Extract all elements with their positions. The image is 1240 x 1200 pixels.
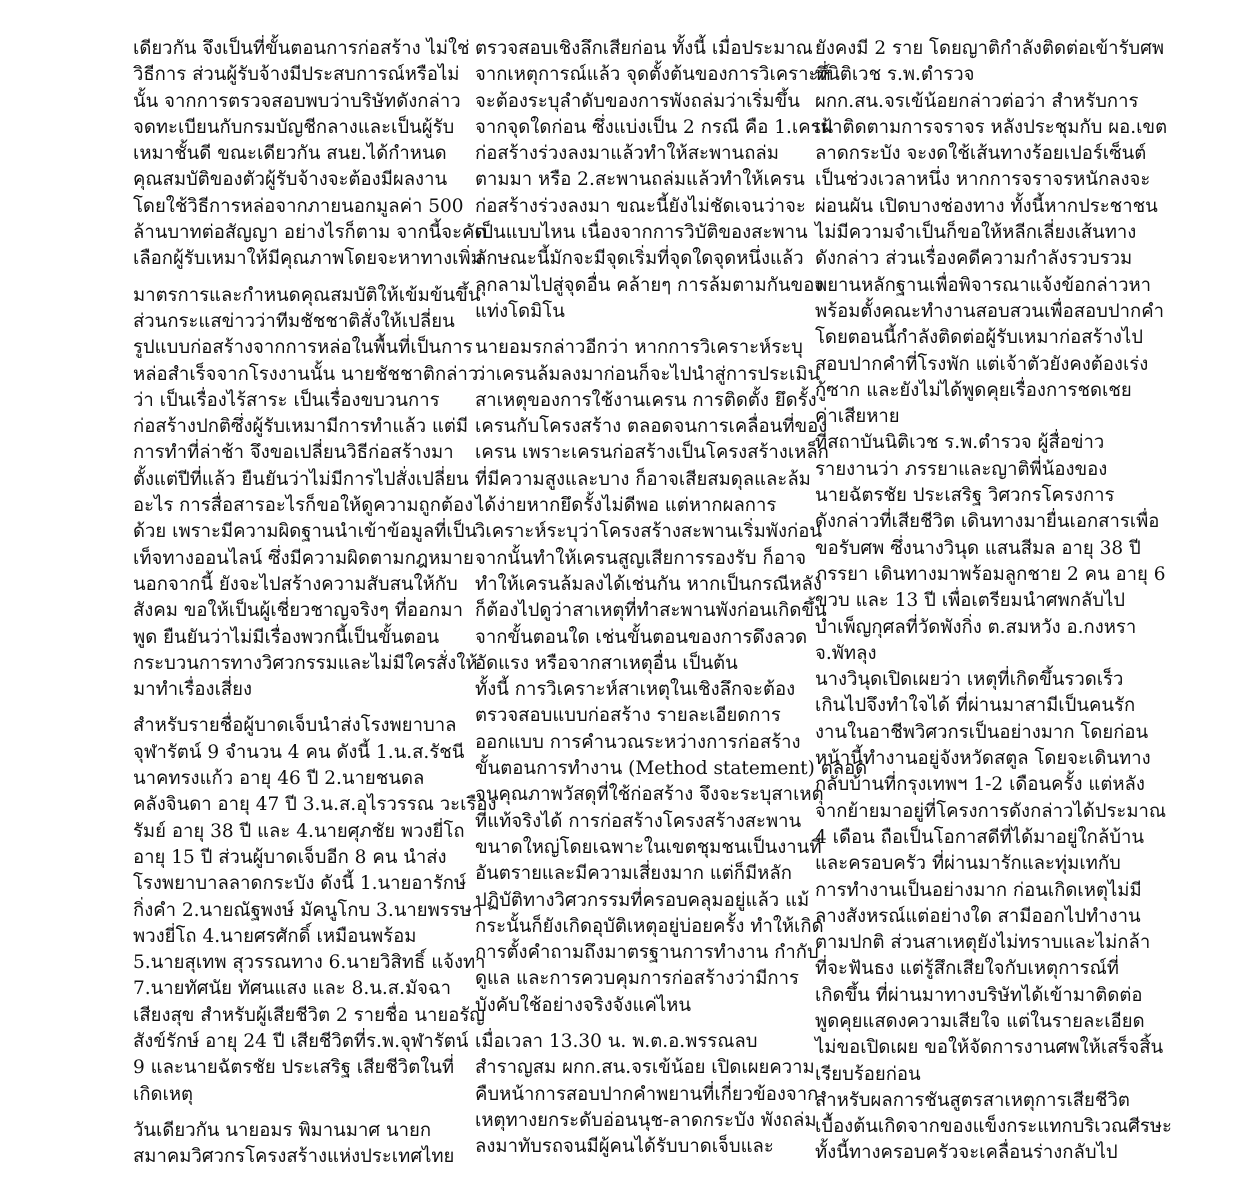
text-line: รายงานว่า ภรรยาและญาติพี่น้องของ bbox=[815, 458, 1108, 480]
text-line: เท็จทางออนไลน์ ซึ่งมีความผิดตามกฎหมาย bbox=[133, 547, 474, 569]
text-line: เหมาชั้นดี ขณะเดียวกัน สนย.ได้กำหนด bbox=[133, 143, 447, 165]
text-line: นาคทรงแก้ว อายุ 46 ปี 2.นายชนดล bbox=[133, 768, 425, 790]
text-line: ล้านบาทต่อสัญญา อย่างไรก็ตาม จากนี้จะคัด bbox=[133, 222, 487, 244]
text-line: จากจุดใดก่อน ซึ่งแบ่งเป็น 2 กรณี คือ 1.เครน bbox=[475, 116, 834, 138]
text-line: นายฉัตรชัย ประเสริฐ วิศวกรโครงการ bbox=[815, 485, 1115, 507]
text-line: ว่าเครนล้มลงมาก่อนก็จะไปนำสู่การประเมิน bbox=[475, 363, 821, 385]
text-line: อันตรายและมีความเสี่ยงมาก แต่ก็มีหลัก bbox=[475, 863, 792, 885]
text-line: สมาคมวิศวกรโครงสร้างแห่งประเทศไทย bbox=[133, 1146, 455, 1168]
text-line: ทั้งนี้ทางครอบครัวจะเคลื่อนร่างกลับไป bbox=[815, 1142, 1118, 1164]
text-line: ลงมาทับรถจนมีผู้คนได้รับบาดเจ็บและ bbox=[475, 1136, 774, 1158]
text-line: ดังกล่าวที่เสียชีวิต เดินทางมายื่นเอกสารเพื่อ bbox=[815, 511, 1160, 533]
text-line: ตั้งแต่ปีที่แล้ว ยืนยันว่าไม่มีการไปสั่งเปลี่ยน bbox=[133, 468, 469, 490]
text-line: ทำให้เครนล้มลงได้เช่นกัน หากเป็นกรณีหลัง bbox=[475, 573, 822, 595]
text-line: ที่สถาบันนิติเวช ร.พ.ตำรวจ ผู้สื่อข่าว bbox=[815, 432, 1105, 454]
text-line: ขั้นตอนการทำงาน (Method statement) ตลอด bbox=[475, 758, 868, 780]
text-line: ลุกลามไปสู่จุดอื่น คล้ายๆ การล้มตามกันของ bbox=[475, 274, 824, 296]
text-line: จ.พัทลุง bbox=[815, 642, 877, 664]
text-line: งานในอาชีพวิศวกรเป็นอย่างมาก โดยก่อน bbox=[815, 721, 1149, 743]
text-line: อะไร การสื่อสารอะไรก็ขอให้ดูความถูกต้อง bbox=[133, 495, 474, 517]
text-line: ก็ต้องไปดูว่าสาเหตุที่ทำสะพานพังก่อนเกิดขึ้น bbox=[475, 600, 827, 622]
text-line: ยังคงมี 2 ราย โดยญาติกำลังติดต่อเข้ารับศพ bbox=[815, 38, 1165, 59]
text-line: ค่าเสียหาย bbox=[815, 406, 900, 428]
text-line: โรงพยาบาลลาดกระบัง ดังนี้ 1.นายอารักษ์ bbox=[133, 873, 467, 895]
text-line: ปฏิบัติทางวิศวกรรมที่ครอบคลุมอยู่แล้ว แม้ bbox=[475, 889, 810, 911]
paragraph-spacer bbox=[475, 325, 793, 335]
text-line: เรียบร้อยก่อน bbox=[815, 1063, 921, 1085]
text-line: แท่งโดมิโน bbox=[475, 300, 565, 322]
text-line: ก่อสร้างปกติซึ่งผู้รับเหมามีการทำแล้ว แต่มี bbox=[133, 416, 469, 438]
text-line: กระบวนการทางวิศวกรรมและไม่มีใครสั่งให้ bbox=[133, 652, 478, 674]
text-line: พูด ยืนยันว่าไม่มีเรื่องพวกนี้เป็นขั้นตอน bbox=[133, 626, 440, 648]
text-line: จากย้ายมาอยู่ที่โครงการดังกล่าวได้ประมาณ bbox=[815, 800, 1167, 822]
text-line: อายุ 15 ปี ส่วนผู้บาดเจ็บอีก 8 คน นำส่ง bbox=[133, 846, 447, 868]
text-line: ผ่อนผัน เปิดบางช่องทาง ทั้งนี้หากประชาชน bbox=[815, 195, 1158, 217]
text-line: เดียวกัน จึงเป็นที่ขั้นตอนการก่อสร้าง ไม่ใช่ bbox=[133, 38, 470, 59]
text-line: ขนาดใหญ่โดยเฉพาะในเขตชุมชนเป็นงานที่ bbox=[475, 836, 822, 858]
text-line: คุณสมบัติของตัวผู้รับจ้างจะต้องมีผลงาน bbox=[133, 169, 448, 191]
text-line: ดังกล่าว ส่วนเรื่องคดีความกำลังรวบรวม bbox=[815, 248, 1133, 270]
text-line: นั้น จากการตรวจสอบพบว่าบริษัทดังกล่าว bbox=[133, 90, 461, 112]
text-line: ดูแล และการควบคุมการก่อสร้างว่ามีการ bbox=[475, 968, 799, 990]
text-line: สังข์รักษ์ อายุ 24 ปี เสียชีวิตที่ร.พ.จุฬารัตน์ bbox=[133, 1030, 469, 1052]
text-line: นายอมรกล่าวอีกว่า หากการวิเคราะห์ระบุ bbox=[475, 337, 803, 359]
text-column-right bbox=[815, 36, 1172, 1167]
text-line: ที่มีความสูงและบาง ก็อาจเสียสมดุลและล้ม bbox=[475, 468, 811, 490]
text-line: ที่แท้จริงได้ การก่อสร้างโครงสร้างสะพาน bbox=[475, 810, 802, 832]
text-line: กิ่งคำ 2.นายณัฐพงษ์ มัคนูโกบ 3.นายพรรษา bbox=[133, 899, 483, 921]
text-line: บำเพ็ญกุศลที่วัดพังกิ่ง ต.สมหวัง อ.กงหรา bbox=[815, 616, 1137, 638]
text-line: คลังจินดา อายุ 47 ปี 3.น.ส.อุไรวรรณ วะเรือง bbox=[133, 794, 497, 816]
text-line: ไม่ขอเปิดเผย ขอให้จัดการงานศพให้เสร็จสิ้น bbox=[815, 1037, 1164, 1059]
text-line: สำหรับรายชื่อผู้บาดเจ็บนำส่งโรงพยาบาล bbox=[133, 715, 457, 737]
text-line: จากนั้นทำให้เครนสูญเสียการรองรับ ก็อาจ bbox=[475, 547, 807, 569]
text-line: ที่นิติเวช ร.พ.ตำรวจ bbox=[815, 64, 975, 86]
text-line: การทำงานเป็นอย่างมาก ก่อนเกิดเหตุไม่มี bbox=[815, 879, 1142, 901]
paragraph-spacer bbox=[133, 273, 451, 283]
text-line: รัมย์ อายุ 38 ปี และ 4.นายศุภชัย พวงยี่โถ bbox=[133, 820, 465, 842]
text-line: สำราญสม ผกก.สน.จรเข้น้อย เปิดเผยความ bbox=[475, 1057, 815, 1079]
paragraph-spacer bbox=[133, 703, 451, 713]
text-line: ผกก.สน.จรเข้น้อยกล่าวต่อว่า สำหรับการ bbox=[815, 90, 1139, 112]
text-line: จะต้องระบุลำดับของการพังถล่มว่าเริ่มขึ้น bbox=[475, 90, 800, 112]
text-line: เมื่อเวลา 13.30 น. พ.ต.อ.พรรณลบ bbox=[475, 1030, 758, 1052]
text-line: สังคม ขอให้เป็นผู้เชี่ยวชาญจริงๆ ที่ออกมา bbox=[133, 600, 463, 622]
text-line: จากเหตุการณ์แล้ว จุดตั้งต้นของการวิเคราะห์ bbox=[475, 64, 831, 86]
text-line: จนคุณภาพวัสดุที่ใช้ก่อสร้าง จึงจะระบุสาเหตุ bbox=[475, 784, 824, 806]
text-line: 5.นายสุเทพ สุวรรณทาง 6.นายวิสิทธิ์ แจ้งทา bbox=[133, 952, 486, 974]
text-line: จุฬารัตน์ 9 จำนวน 4 คน ดังนี้ 1.น.ส.รัชนี bbox=[133, 741, 465, 763]
text-line: ตามปกติ ส่วนสาเหตุยังไม่ทราบและไม่กล้า bbox=[815, 932, 1151, 954]
text-line: จดทะเบียนกับกรมบัญชีกลางและเป็นผู้รับ bbox=[133, 116, 455, 138]
text-line: ลาดกระบัง จะงดใช้เส้นทางร้อยเปอร์เซ็นต์ bbox=[815, 143, 1147, 165]
text-line: นอกจากนี้ ยังจะไปสร้างความสับสนให้กับ bbox=[133, 573, 458, 595]
text-line: สาเหตุของการใช้งานเครน การติดตั้ง ยึดรั้ง bbox=[475, 389, 817, 411]
text-line: พูดคุยแสดงความเสียใจ แต่ในรายละเอียด bbox=[815, 1010, 1145, 1032]
text-line: ด้วย เพราะมีความผิดฐานนำเข้าข้อมูลที่เป็น bbox=[133, 521, 478, 543]
text-line: เป็นช่วงเวลาหนึ่ง หากการจราจรหนักลงจะ bbox=[815, 169, 1151, 191]
text-line: ออกแบบ การคำนวณระหว่างการก่อสร้าง bbox=[475, 731, 801, 753]
text-line: เฝ้าติดตามการจราจร หลังประชุมกับ ผอ.เขต bbox=[815, 116, 1168, 138]
text-line: ตรวจสอบเชิงลึกเสียก่อน ทั้งนี้ เมื่อประมาณ bbox=[475, 38, 813, 59]
text-line: กู้ซาก และยังไม่ได้พูดคุยเรื่องการชดเชย bbox=[815, 379, 1132, 401]
text-line: เกิดเหตุ bbox=[133, 1083, 194, 1105]
text-line: โดยใช้วิธีการหล่อจากภายนอกมูลค่า 500 bbox=[133, 195, 464, 217]
text-line: ลางสังหรณ์แต่อย่างใด สามีออกไปทำงาน bbox=[815, 905, 1141, 927]
text-line: โดยตอนนี้กำลังติดต่อผู้รับเหมาก่อสร้างไป bbox=[815, 327, 1143, 349]
text-line: กระนั้นก็ยังเกิดอุบัติเหตุอยู่บ่อยครั้ง ทำให้เกิด bbox=[475, 915, 824, 937]
text-line: และครอบครัว ที่ผ่านมารักและทุ่มเทกับ bbox=[815, 853, 1121, 875]
text-column-left bbox=[133, 36, 497, 1170]
text-line: วิเคราะห์ระบุว่าโครงสร้างสะพานเริ่มพังก่อน bbox=[475, 521, 822, 543]
text-line: บังคับใช้อย่างจริงจังแค่ไหน bbox=[475, 994, 691, 1016]
text-line: เสียงสุข สำหรับผู้เสียชีวิต 2 รายชื่อ นายอรัญ bbox=[133, 1004, 486, 1026]
text-line: มาทำเรื่องเสี่ยง bbox=[133, 679, 253, 701]
text-line: เครน เพราะเครนก่อสร้างเป็นโครงสร้างเหล็ก bbox=[475, 442, 829, 464]
text-line: ไม่มีความจำเป็นก็ขอให้หลีกเลี่ยงเส้นทาง bbox=[815, 222, 1137, 244]
text-line: ทั้งนี้ การวิเคราะห์สาเหตุในเชิงลึกจะต้อง bbox=[475, 679, 796, 701]
text-line: คืบหน้าการสอบปากคำพยานที่เกี่ยวข้องจาก bbox=[475, 1083, 819, 1105]
text-line: ลักษณะนี้มักจะมีจุดเริ่มที่จุดใดจุดหนึ่งแล้ว bbox=[475, 248, 804, 270]
text-line: การทำที่ล่าช้า จึงขอเปลี่ยนวิธีก่อสร้างมา bbox=[133, 442, 454, 464]
text-line: 7.นายทัศนัย ทัศนแสง และ 8.น.ส.มัจฉา bbox=[133, 978, 451, 1000]
text-line: ตามมา หรือ 2.สะพานถล่มแล้วทำให้เครน bbox=[475, 169, 805, 191]
text-line: อัดแรง หรือจากสาเหตุอื่น เป็นต้น bbox=[475, 652, 738, 674]
text-line: พยานหลักฐานเพื่อพิจารณาแจ้งข้อกล่าวหา bbox=[815, 274, 1152, 296]
text-line: กลับบ้านที่กรุงเทพฯ 1-2 เดือนครั้ง แต่หลัง bbox=[815, 774, 1145, 796]
text-line: เครนกับโครงสร้าง ตลอดจนการเคลื่อนที่ของ bbox=[475, 416, 828, 438]
text-line: พวงยี่โถ 4.นายศรศักดิ์ เหมือนพร้อม bbox=[133, 925, 417, 947]
text-line: รูปแบบก่อสร้างจากการหล่อในพื้นที่เป็นการ bbox=[133, 337, 473, 359]
text-line: 4 เดือน ถือเป็นโอกาสดีที่ได้มาอยู่ใกล้บ้าน bbox=[815, 826, 1144, 848]
text-line: ได้ง่ายหากยึดรั้งไม่ดีพอ แต่หากผลการ bbox=[475, 495, 777, 517]
text-line: เกินไปจึงทำใจได้ ที่ผ่านมาสามีเป็นคนรัก bbox=[815, 695, 1136, 717]
text-line: เป็นแบบไหน เนื่องจากการวิบัติของสะพาน bbox=[475, 222, 808, 244]
paragraph-spacer bbox=[475, 1019, 793, 1029]
text-line: สอบปากคำที่โรงพัก แต่เจ้าตัวยังคงต้องเร่ง bbox=[815, 353, 1149, 375]
text-line: มาตรการและกำหนดคุณสมบัติให้เข้มข้นขึ้น bbox=[133, 284, 481, 306]
text-line: เกิดขึ้น ที่ผ่านมาทางบริษัทได้เข้ามาติดต่อ bbox=[815, 984, 1143, 1006]
text-line: ก่อสร้างร่วงลงมาแล้วทำให้สะพานถล่ม bbox=[475, 143, 779, 165]
text-line: วิธีการ ส่วนผู้รับจ้างมีประสบการณ์หรือไม่ bbox=[133, 64, 460, 86]
text-line: หน้านี้ทำงานอยู่จังหวัดสตูล โดยจะเดินทาง bbox=[815, 748, 1151, 770]
text-line: การตั้งคำถามถึงมาตรฐานการทำงาน กำกับ bbox=[475, 942, 819, 964]
text-line: พร้อมตั้งคณะทำงานสอบสวนเพื่อสอบปากคำ bbox=[815, 300, 1164, 322]
text-line: 9 และนายฉัตรชัย ประเสริฐ เสียชีวิตในที่ bbox=[133, 1057, 455, 1079]
text-line: วันเดียวกัน นายอมร พิมานมาศ นายก bbox=[133, 1119, 432, 1141]
text-line: ขวบ และ 13 ปี เพื่อเตรียมนำศพกลับไป bbox=[815, 590, 1126, 612]
text-line: นางวินุดเปิดเผยว่า เหตุที่เกิดขึ้นรวดเร็ว bbox=[815, 669, 1124, 691]
text-line: จากขั้นตอนใด เช่นขั้นตอนของการดึงลวด bbox=[475, 626, 808, 648]
text-line: ขอรับศพ ซึ่งนางวินุด แสนสีมล อายุ 38 ปี bbox=[815, 537, 1141, 559]
text-line: สำหรับผลการชันสูตรสาเหตุการเสียชีวิต bbox=[815, 1089, 1130, 1111]
text-line: เลือกผู้รับเหมาให้มีคุณภาพโดยจะหาทางเพิ่ม bbox=[133, 248, 483, 270]
paragraph-spacer bbox=[133, 1108, 451, 1118]
text-line: เหตุทางยกระดับอ่อนนุช-ลาดกระบัง พังถล่ม bbox=[475, 1109, 817, 1131]
text-line: หล่อสำเร็จจากโรงงานนั้น นายชัชชาติกล่าว bbox=[133, 363, 479, 385]
text-line: ส่วนกระแสข่าวว่าทีมชัชชาติสั่งให้เปลี่ยน bbox=[133, 310, 455, 332]
text-line: ที่จะฟันธง แต่รู้สึกเสียใจกับเหตุการณ์ที่ bbox=[815, 958, 1119, 980]
text-line: เบื้องต้นเกิดจากของแข็งกระแทกบริเวณศีรษะ bbox=[815, 1116, 1172, 1138]
text-line: ว่า เป็นเรื่องไร้สาระ เป็นเรื่องขบวนการ bbox=[133, 389, 440, 411]
text-line: ตรวจสอบแบบก่อสร้าง รายละเอียดการ bbox=[475, 705, 781, 727]
text-line: ก่อสร้างร่วงลงมา ขณะนี้ยังไม่ชัดเจนว่าจะ bbox=[475, 195, 806, 217]
text-line: ภรรยา เดินทางมาพร้อมลูกชาย 2 คน อายุ 6 bbox=[815, 563, 1166, 585]
